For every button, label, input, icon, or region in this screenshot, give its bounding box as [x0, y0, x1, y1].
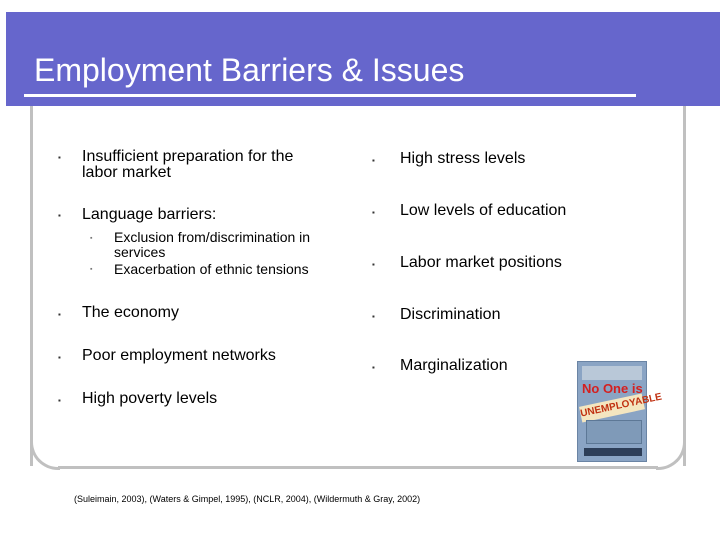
frame-bottom-border [58, 466, 658, 469]
bullet-icon: ▪ [372, 208, 375, 217]
list-item-left-1-line2: labor market [82, 164, 171, 181]
list-item-right-5: Marginalization [400, 357, 508, 374]
title-underline [24, 94, 636, 97]
list-item-left-5: High poverty levels [82, 390, 218, 407]
bullet-icon: ▪ [58, 353, 61, 362]
book-title-line1: No One is [582, 381, 643, 396]
list-item-right-3: Labor market positions [400, 254, 562, 271]
sub-bullet-icon: ▪ [90, 235, 93, 242]
sub-item-1-line2: services [114, 244, 166, 260]
bullet-icon: ▪ [58, 310, 61, 319]
list-item-left-1-line1: Insufficient preparation for the [82, 148, 294, 165]
list-item-left-2: Language barriers: [82, 206, 217, 223]
frame-right-border [683, 106, 686, 466]
sub-bullet-icon: ▪ [90, 266, 93, 273]
bullet-icon: ▪ [58, 396, 61, 405]
book-cover-image [577, 361, 663, 462]
frame-corner-right [656, 440, 686, 470]
bullet-icon: ▪ [372, 260, 375, 269]
bullet-icon: ▪ [372, 156, 375, 165]
frame-left-border [30, 106, 33, 466]
list-item-right-2: Low levels of education [400, 202, 567, 219]
book-cover-header [582, 366, 642, 380]
references-text: (Suleimain, 2003), (Waters & Gimpel, 1995), (NCLR, 2004), (Wildermuth & Gray, 2002) [74, 494, 421, 504]
bullet-icon: ▪ [58, 211, 61, 220]
list-item-left-3: The economy [82, 304, 179, 321]
sub-item-2: Exacerbation of ethnic tensions [114, 261, 309, 277]
frame-corner-left [30, 440, 60, 470]
bullet-icon: ▪ [372, 363, 375, 372]
bullet-icon: ▪ [372, 312, 375, 321]
list-item-right-4: Discrimination [400, 306, 501, 323]
list-item-right-1: High stress levels [400, 150, 526, 167]
list-item-left-4: Poor employment networks [82, 347, 276, 364]
book-cover-footer [584, 448, 642, 456]
bullet-icon: ▪ [58, 153, 61, 162]
sub-item-1-line1: Exclusion from/discrimination in [114, 229, 311, 245]
book-cover-panel [586, 420, 642, 444]
slide-title: Employment Barriers & Issues [34, 52, 465, 88]
book-title-line2: UNEMPLOYABLE [579, 394, 645, 423]
